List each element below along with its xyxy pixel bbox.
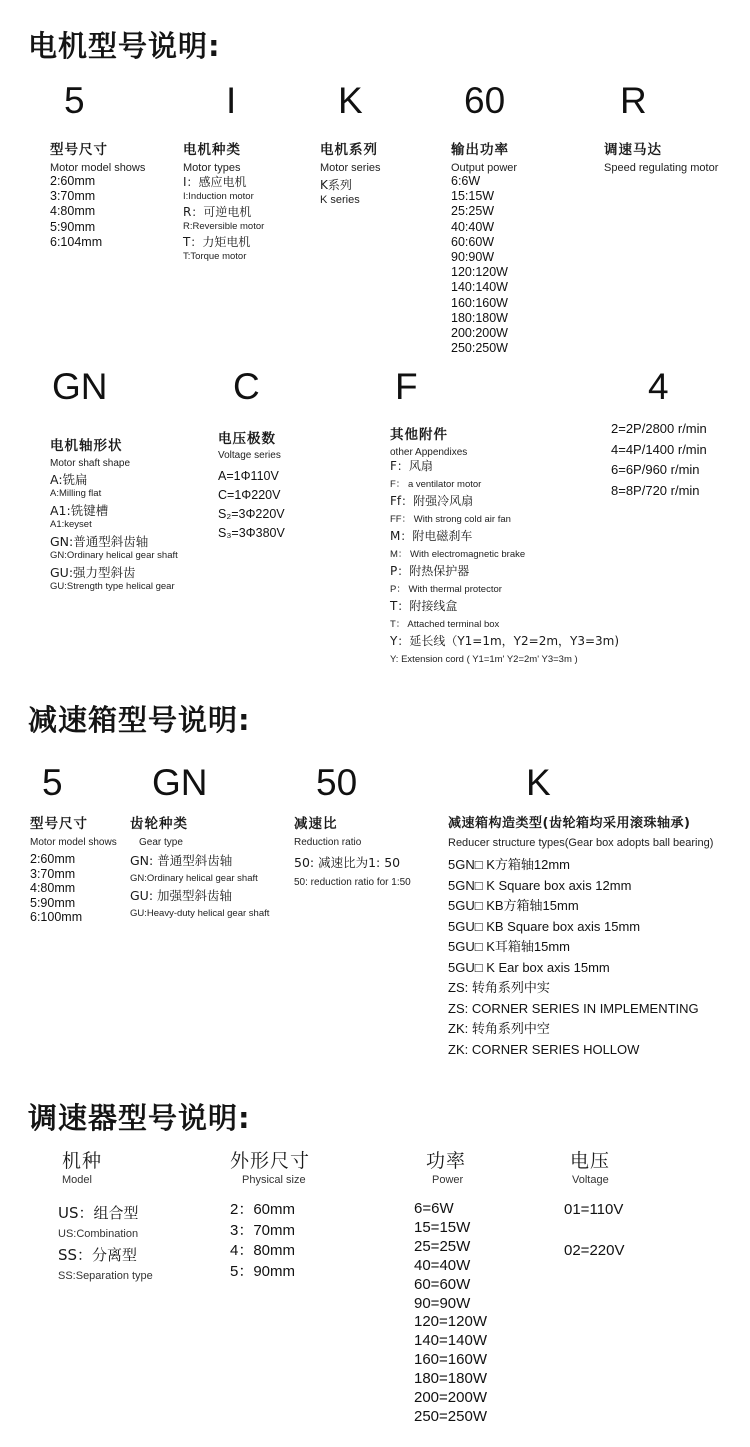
motor-voltage-en: Voltage series [218,450,281,461]
motor-code-size: 5 [64,80,85,121]
governor-model-line: US:Combination [58,1228,139,1240]
reducer-ratio-line: 50: reduction ratio for 1:50 [294,877,411,888]
motor-size-list [50,174,145,250]
reducer-structure-item: ZS: 转角系列中实 [448,980,550,995]
motor-power-en: Output power [451,162,518,174]
motor-voltage-item: S₂=3Φ220V [218,507,285,521]
motor-shaft-list [50,469,178,593]
reducer-size-item: 2:60mm [30,852,76,866]
motor-power-item: 140:140W [451,280,508,295]
reducer-structure-item: 5GN□ K Square box axis 12mm [448,877,632,893]
reducer-code-ratio: 50 [316,762,358,803]
governor-voltage-title: 电压 [570,1150,611,1172]
motor-type-line: I:Induction motor [183,191,254,202]
motor-size-block [50,138,145,250]
motor-power-item: 160:160W [451,295,508,310]
reducer-ratio-en: Reduction ratio [294,837,362,848]
motor-series-block [320,138,381,206]
motor-shaft-line: GN:普通型斜齿轴 [50,534,149,549]
reducer-ratio-block [294,812,411,894]
governor-model-block [62,1146,102,1186]
governor-physical-list [230,1200,295,1282]
reducer-structure-item: 5GU□ K耳箱轴15mm [448,939,570,954]
motor-poles-list [611,419,707,501]
motor-type-line: I：感应电机 [183,175,247,189]
motor-accessory-line: P： With thermal protector [390,583,502,595]
governor-voltage-list [564,1200,624,1261]
governor-model-list [58,1202,153,1286]
reducer-size-en: Motor model shows [30,837,117,848]
reducer-size-item: 3:70mm [30,866,76,881]
motor-shaft-line: GU:强力型斜齿 [50,565,136,580]
motor-speed-en: Speed regulating motor [604,162,719,174]
motor-type-en: Motor types [183,162,241,174]
reducer-ratio-list [294,854,411,894]
motor-shaft-line: A1:铣键槽 [50,503,109,518]
reducer-code-gear: GN [152,762,208,803]
motor-size-en: Motor model shows [50,162,146,174]
reducer-size-item: 4:80mm [30,881,76,896]
motor-code-voltage: C [233,366,260,407]
reducer-gear-line: GN: 普通型斜齿轴 [130,853,233,868]
reducer-size-list [30,852,117,925]
reducer-structure-item: 5GU□ KB Square box axis 15mm [448,918,641,934]
reducer-ratio-line: 50: 减速比为1: 50 [294,855,401,870]
governor-power-title: 功率 [426,1150,467,1172]
motor-voltage-block [218,427,285,543]
reducer-structure-item: ZS: CORNER SERIES IN IMPLEMENTING [448,1000,699,1016]
motor-shaft-line: A:Milling flat [50,488,102,499]
governor-power-item: 200=200W [414,1389,487,1407]
governor-power-en: Power [432,1174,464,1186]
motor-accessory-line: P：附热保护器 [390,564,470,578]
motor-poles-item: 6=6P/960 r/min [611,462,700,477]
motor-accessory-line: F：风扇 [390,459,433,473]
governor-physical-title: 外形尺寸 [230,1150,311,1172]
motor-code-shaft: GN [52,366,108,407]
governor-power-item: 180=180W [414,1370,487,1388]
governor-power-item: 60=60W [414,1275,471,1293]
motor-code-type: I [226,80,237,121]
governor-power-item: 40=40W [414,1256,471,1274]
governor-physical-item: 2：60mm [230,1201,296,1218]
motor-code-speed: R [620,80,647,121]
reducer-structure-block [448,812,713,1060]
motor-shaft-en: Motor shaft shape [50,458,131,469]
reducer-size-title: 型号尺寸 [30,816,88,832]
motor-power-list [451,174,517,356]
motor-voltage-item: C=1Φ220V [218,488,281,502]
motor-shaft-line: A1:keyset [50,519,92,530]
motor-size-item: 3:70mm [50,189,96,204]
reducer-structure-item: ZK: 转角系列中空 [448,1021,550,1036]
motor-code-series: K [338,80,363,121]
motor-voltage-title: 电压极数 [218,431,276,447]
motor-poles-item: 2=2P/2800 r/min [611,421,707,436]
reducer-structure-en: Reducer structure types(Gear box adopts ball bearing) [448,837,714,849]
motor-power-item: 250:250W [451,341,508,356]
reducer-size-block [30,812,117,925]
motor-series-line-1: K系列 [320,178,352,192]
governor-power-item: 160=160W [414,1351,487,1369]
motor-type-line: R:Reversible motor [183,221,265,232]
governor-model-title: 机种 [62,1150,103,1172]
governor-physical-block [230,1146,310,1186]
motor-voltage-item: S₃=3Φ380V [218,526,285,540]
motor-accessory-en: other Appendixes [390,447,468,458]
motor-accessory-line: M：附电磁刹车 [390,529,473,543]
motor-type-block [183,138,264,264]
motor-accessory-line: F： a ventilator motor [390,478,482,490]
governor-power-item: 140=140W [414,1332,487,1350]
motor-power-item: 120:120W [451,265,508,280]
reducer-gear-list [130,852,269,922]
motor-size-item: 2:60mm [50,174,96,188]
motor-shaft-block [50,434,178,593]
governor-power-item: 250=250W [414,1407,487,1425]
motor-power-block [451,138,517,356]
motor-size-item: 5:90mm [50,219,96,234]
governor-physical-en: Physical size [242,1174,306,1186]
reducer-ratio-title: 减速比 [294,816,338,832]
motor-accessory-line: FF： With strong cold air fan [390,513,511,525]
motor-poles-item: 4=4P/1400 r/min [611,441,707,457]
reducer-size-item: 5:90mm [30,895,76,910]
reducer-gear-line: GU:Heavy-duty helical gear shaft [130,908,270,919]
governor-model-line: SS:Separation type [58,1270,153,1282]
reducer-structure-list [448,855,713,1060]
motor-accessory-line: M： With electromagnetic brake [390,548,526,560]
motor-series-en: Motor series [320,162,381,174]
motor-accessory-line: Y：延长线（Y1=1m，Y2=2m，Y3=3m) [390,634,620,648]
motor-shaft-title: 电机轴形状 [50,438,123,454]
motor-type-line: R：可逆电机 [183,205,252,219]
reducer-gear-title: 齿轮种类 [130,816,188,832]
governor-power-item: 15=15W [414,1218,471,1236]
governor-section-heading: 调速器型号说明: [28,1101,251,1135]
motor-type-line: T：力矩电机 [183,235,251,249]
governor-voltage-item: 02=220V [564,1242,625,1259]
governor-power-item: 120=120W [414,1313,487,1331]
governor-voltage-block [570,1146,610,1186]
motor-speed-block [604,138,718,174]
motor-speed-title: 调速马达 [604,142,662,158]
motor-power-item: 15:15W [451,189,495,204]
motor-shaft-line: GU:Strength type helical gear [50,581,175,592]
governor-power-item: 90=90W [414,1294,471,1312]
reducer-structure-item: ZK: CORNER SERIES HOLLOW [448,1041,640,1057]
motor-power-item: 60:60W [451,234,495,249]
reducer-structure-item: 5GU□ KB方箱轴15mm [448,898,579,913]
motor-accessory-line: T： Attached terminal box [390,618,500,630]
motor-code-accessory: F [395,366,418,407]
reducer-gear-line: GU: 加强型斜齿轴 [130,888,233,903]
motor-series-title: 电机系列 [320,142,378,158]
governor-power-list [414,1200,487,1427]
governor-voltage-en: Voltage [572,1174,609,1186]
motor-power-item: 180:180W [451,310,508,325]
motor-voltage-list [218,467,285,543]
motor-power-item: 6:6W [451,174,481,188]
motor-type-title: 电机种类 [183,142,241,158]
motor-accessory-list [390,458,619,668]
motor-accessory-block [390,423,619,668]
motor-size-item: 6:104mm [50,234,103,249]
governor-power-item: 25=25W [414,1237,471,1255]
motor-size-title: 型号尺寸 [50,142,108,158]
reducer-gear-en: Gear type [139,837,183,848]
governor-physical-item: 5：90mm [230,1262,296,1280]
motor-accessory-title: 其他附件 [390,427,448,443]
motor-poles-item: 8=8P/720 r/min [611,482,700,498]
governor-physical-item: 4：80mm [230,1242,296,1260]
motor-poles-block [611,419,707,501]
motor-series-line-2: K series [320,194,360,206]
reducer-structure-item: 5GN□ K方箱轴12mm [448,857,570,872]
reducer-structure-item: 5GU□ K Ear box axis 15mm [448,959,610,975]
motor-voltage-item: A=1Φ110V [218,469,279,483]
motor-power-item: 25:25W [451,204,495,219]
motor-code-poles: 4 [648,366,669,407]
reducer-size-item: 6:100mm [30,910,83,925]
governor-power-block [426,1146,466,1186]
governor-model-en: Model [62,1174,92,1186]
motor-accessory-line: Y: Extension cord ( Y1=1m' Y2=2m' Y3=3m ) [390,653,578,665]
motor-accessory-line: Ff：附强冷风扇 [390,494,474,508]
governor-physical-item: 3：70mm [230,1221,296,1239]
governor-voltage-item: 01=110V [564,1201,624,1218]
motor-shaft-line: A:铣扁 [50,472,88,487]
reducer-code-size: 5 [42,762,63,803]
reducer-structure-title: 减速箱构造类型(齿轮箱均采用滚珠轴承) [448,816,691,831]
motor-power-item: 40:40W [451,219,495,234]
reducer-gear-block [130,812,269,922]
motor-power-title: 输出功率 [451,142,509,158]
motor-power-item: 200:200W [451,326,508,341]
governor-model-line: US：组合型 [58,1204,139,1222]
motor-size-item: 4:80mm [50,204,96,219]
motor-type-list [183,174,264,264]
motor-type-line: T:Torque motor [183,251,247,262]
reducer-gear-line: GN:Ordinary helical gear shaft [130,873,258,884]
motor-code-power: 60 [464,80,506,121]
reducer-code-structure: K [526,762,551,803]
motor-accessory-line: T：附接线盒 [390,599,458,613]
motor-shaft-line: GN:Ordinary helical gear shaft [50,550,178,561]
reducer-section-heading: 减速箱型号说明: [28,703,251,737]
motor-section-heading: 电机型号说明: [28,29,221,63]
governor-power-item: 6=6W [414,1200,454,1217]
motor-power-item: 90:90W [451,250,495,265]
governor-model-line: SS：分离型 [58,1246,138,1264]
